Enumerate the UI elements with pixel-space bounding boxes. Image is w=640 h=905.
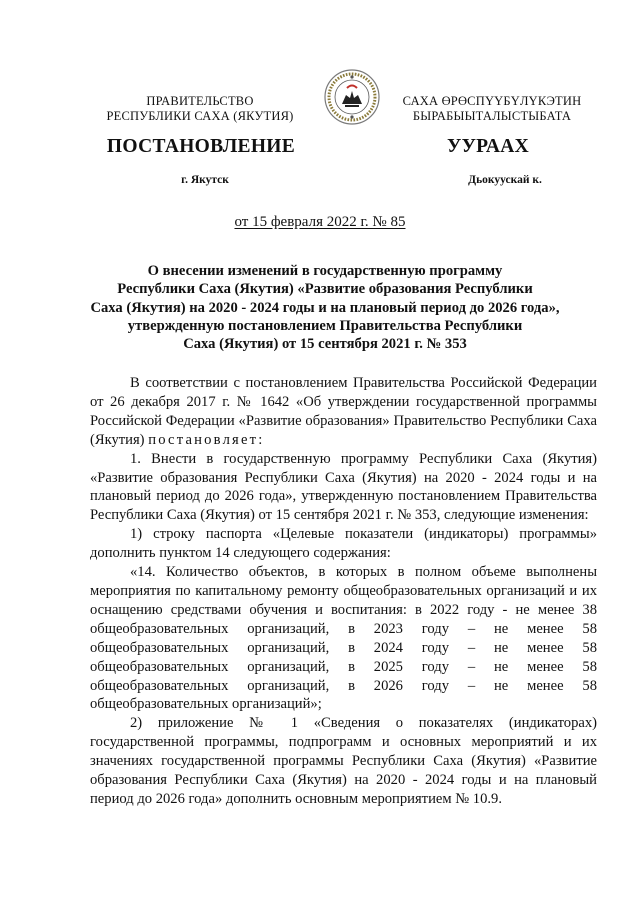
city-sah: Дьокуускай к. — [468, 174, 542, 186]
issuer-sah-line2: БЫРАБЫЫТАЛЫСТЫБАТА — [412, 109, 572, 123]
issuer-ru — [100, 94, 300, 124]
subject-line: Саха (Якутия) от 15 сентября 2021 г. № 353 — [183, 336, 467, 353]
clause-1: 1. Внести в государственную программу Республики Саха (Якутия) «Развитие образования Республики Саха (Якутия) на 2020 - 2024 годы и на плановый период до 2026 года», утвержденную постановлением Правительства Республики Саха (Якутия) от 15 сентября 2021 г. № 353, следующие изменения: — [90, 450, 597, 524]
subject-line: утвержденную постановлением Правительства Республики — [127, 317, 523, 334]
subject-line: О внесении изменений в государственную программу — [147, 263, 503, 279]
coat-of-arms-icon — [323, 68, 381, 126]
preamble-colon: : — [258, 431, 263, 448]
subclause-2: 2) приложение № 1 «Сведения о показателях (индикаторах) государственной программы, подпрограмм и основных мероприятий и их значениях государственной программы Республики Саха (Якутия) «Развитие образования Республики Саха (Якутия) на 2020 - 2024 годы и на плановый период до 2026 года» дополнить основным мероприятием № 10.9. — [90, 715, 597, 807]
date-and-number: от 15 февраля 2022 г. № 85 — [234, 214, 406, 230]
doc-type-sah: УУРААХ — [446, 136, 530, 157]
resolves-word: постановляет — [148, 431, 259, 448]
city-ru: г. Якутск — [181, 174, 229, 186]
issuer-sah-line1: САХА ӨРӨСПҮҮБҮЛҮКЭТИН — [402, 94, 582, 108]
issuer-ru-line2: РЕСПУБЛИКИ САХА (ЯКУТИЯ) — [106, 109, 294, 123]
subject-line: Республики Саха (Якутия) «Развитие образования Республики — [117, 281, 533, 298]
issuer-sah — [392, 94, 592, 124]
issuer-ru-line1: ПРАВИТЕЛЬСТВО — [146, 94, 254, 108]
resolution-subject — [85, 262, 565, 353]
indicator-14: «14. Количество объектов, в которых в полном объеме выполнены мероприятия по капитальному ремонту общеобразовательных организаций и их оснащению средствами обучения и воспитания: в 2022 году - не менее 38 общеобразовательных организаций, в 2023 году – не менее 58 общеобразовательных организаций, в 2024 году – не менее 58 общеобразовательных организаций, в 2025 году – не менее 58 общеобразовательных организаций, в 2026 году – не менее 58 общеобразовательных организаций»; — [90, 564, 597, 713]
doc-type-ru: ПОСТАНОВЛЕНИЕ — [106, 136, 296, 157]
preamble-paragraph — [90, 374, 597, 450]
preamble-text: В соответствии с постановлением Правительства Российской Федерации от 26 декабря 2017 г. № 1642 «Об утверждении государственной программы Российской Федерации «Развитие образования» Правительство Республики Саха (Якутия) — [90, 375, 597, 448]
subject-line: Саха (Якутия) на 2020 - 2024 годы и на плановый период до 2026 года», — [90, 299, 560, 316]
subclause-1: 1) строку паспорта «Целевые показатели (индикаторы) программы» дополнить пунктом 14 следующего содержания: — [90, 526, 597, 562]
resolution-body — [90, 374, 597, 809]
